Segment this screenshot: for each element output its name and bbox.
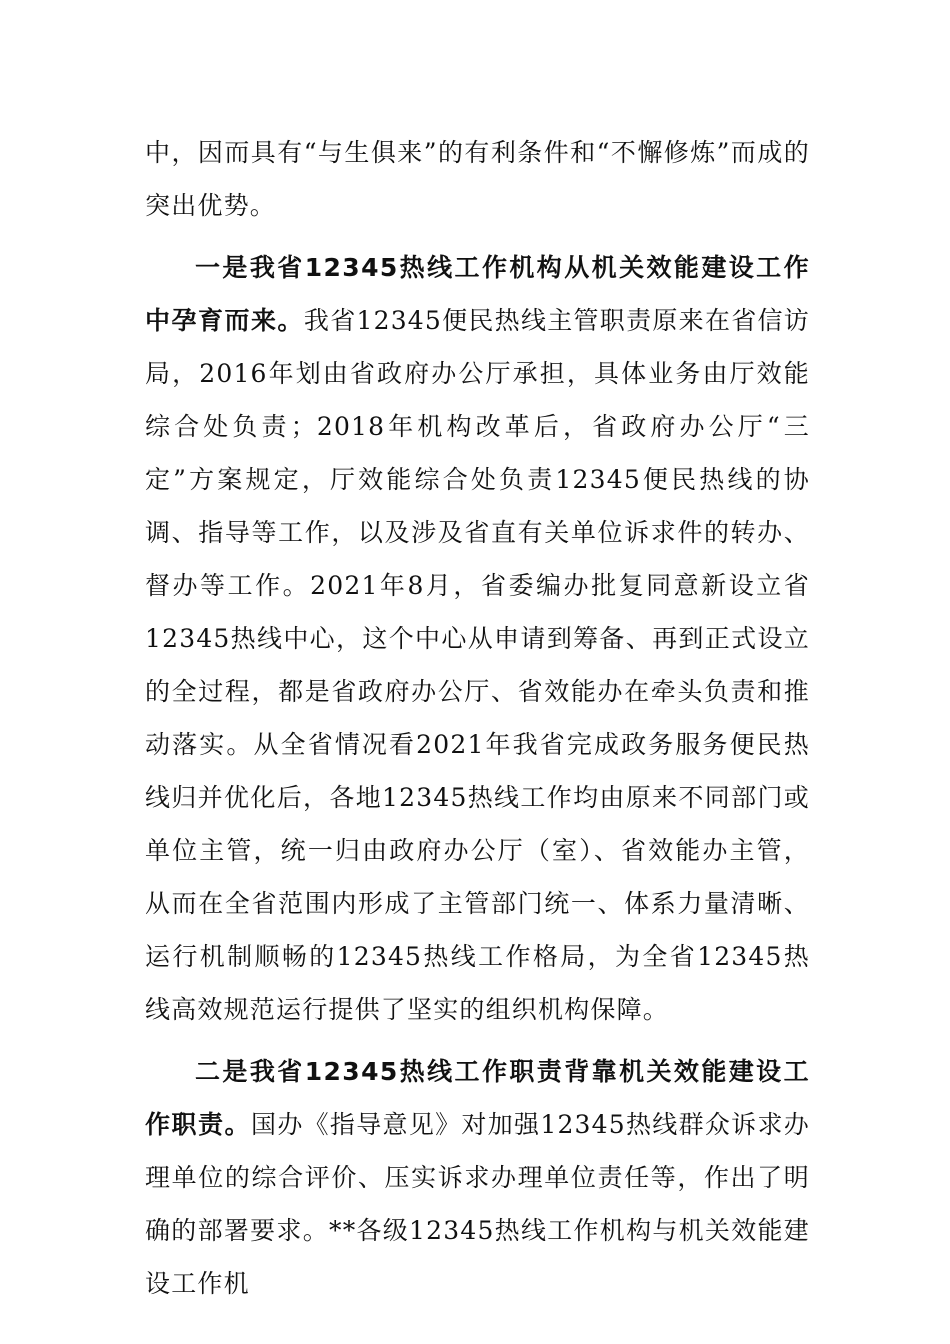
paragraph-text: 中，因而具有“与生俱来”的有利条件和“不懈修炼”而成的突出优势。 <box>145 138 810 220</box>
paragraph-point-two <box>145 1045 810 1310</box>
paragraph-continuation <box>145 126 810 232</box>
paragraph-text: 我省12345便民热线主管职责原来在省信访局，2016年划由省政府办公厅承担，具体业务由厅效能综合处负责；2018年机构改革后，省政府办公厅“三定”方案规定，厅效能综合处负责12345便民热线的协调、指导等工作，以及涉及省直有关单位诉求件的转办、督办等工作。2021年8月，省委编办批复同意新设立省12345热线中心，这个中心从申请到筹备、再到正式设立的全过程，都是省政府办公厅、省效能办在牵头负责和推动落实。从全省情况看2021年我省完成政务服务便民热线归并优化后，各地12345热线工作均由原来不同部门或单位主管，统一归由政府办公厅（室）、省效能办主管，从而在全省范围内形成了主管部门统一、体系力量清晰、运行机制顺畅的12345热线工作格局，为全省12345热线高效规范运行提供了坚实的组织机构保障。 <box>145 306 811 1024</box>
paragraph-lead-heading: 一是我省12345热线工作机构从机关效能建设工作中孕育而来。 <box>145 253 810 335</box>
paragraph-lead-heading: 二是我省12345热线工作职责背靠机关效能建设工作职责。 <box>145 1057 810 1139</box>
paragraph-text: 国办《指导意见》对加强12345热线群众诉求办理单位的综合评价、压实诉求办理单位责任等，作出了明确的部署要求。**各级12345热线工作机构与机关效能建设工作机 <box>145 1110 810 1298</box>
document-page <box>145 126 810 1310</box>
paragraph-point-one <box>145 241 810 1036</box>
